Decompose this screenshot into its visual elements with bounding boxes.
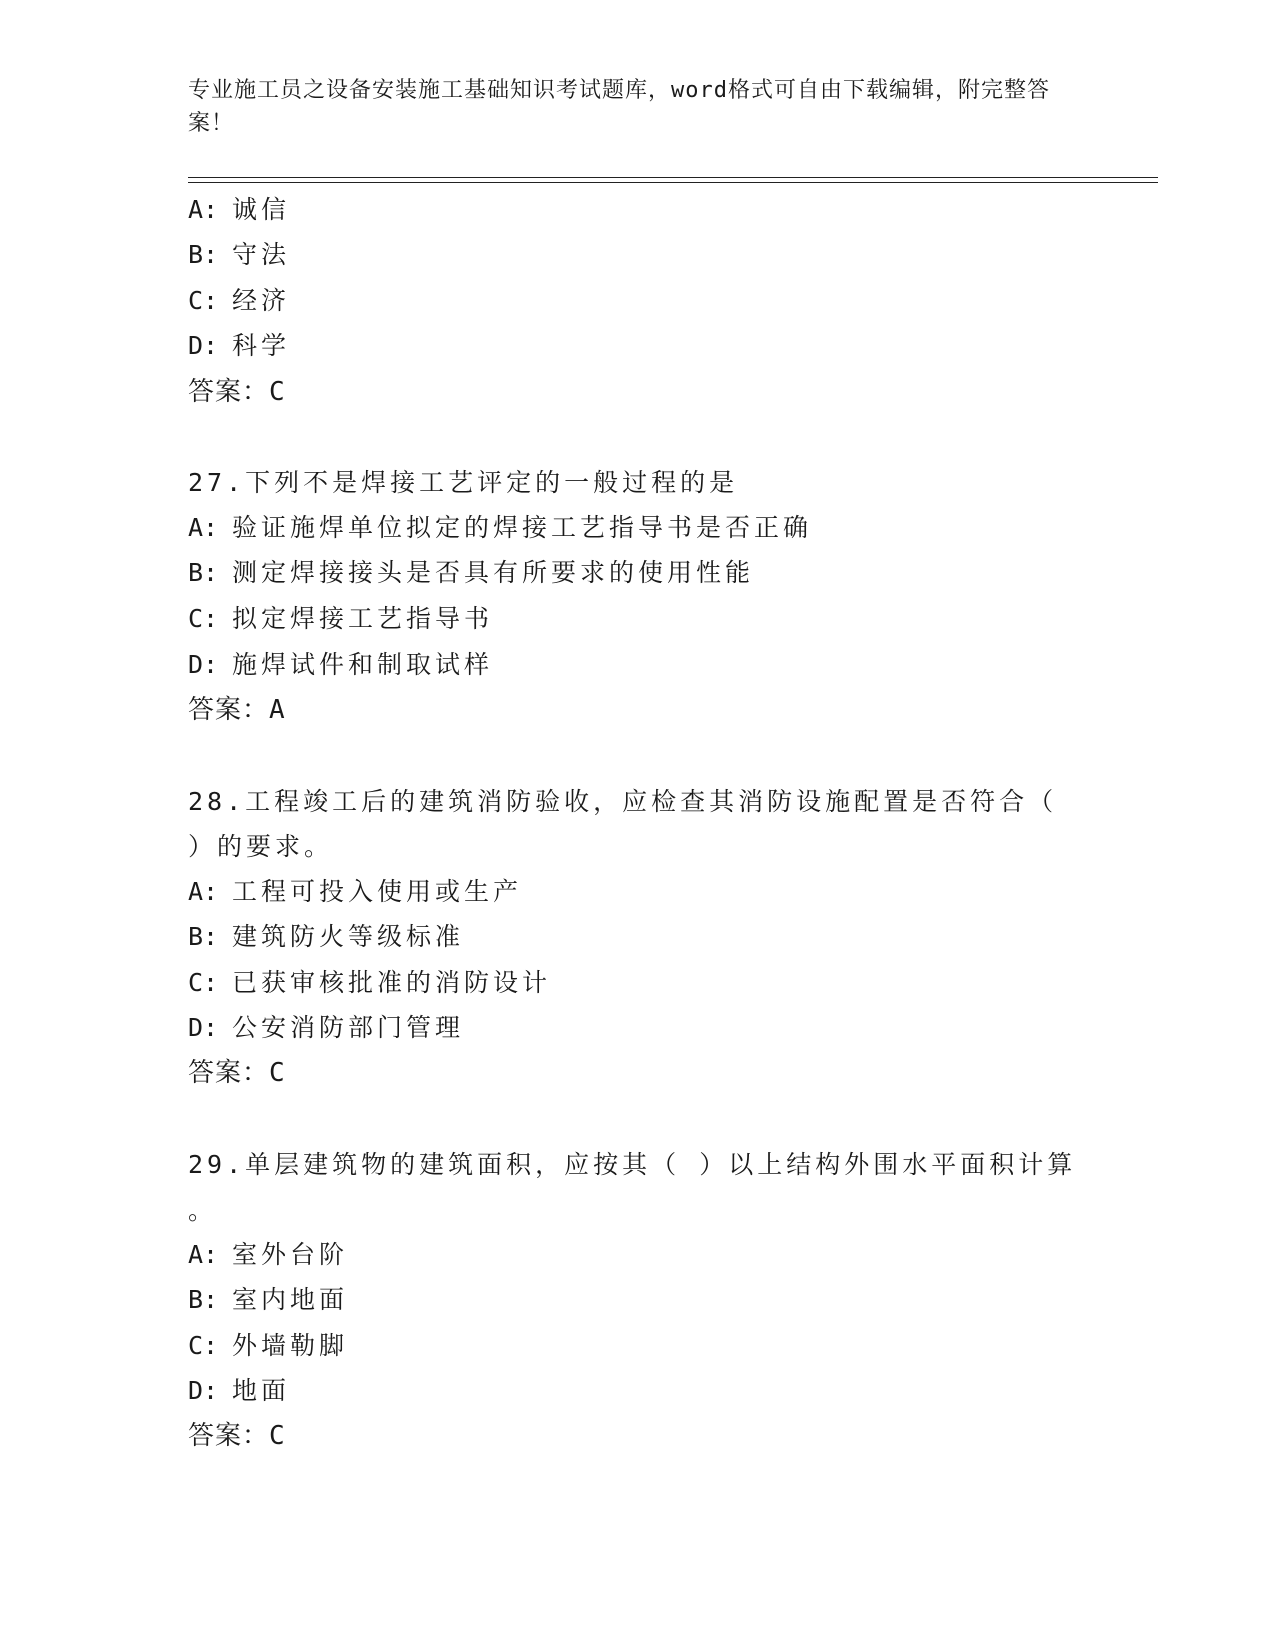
q28-option-d xyxy=(188,1013,464,1043)
option-text: 公安消防部门管理 xyxy=(232,1013,465,1042)
q29-question-line2: 。 xyxy=(188,1196,218,1225)
option-label: A: xyxy=(188,877,219,906)
option-label: D: xyxy=(188,1013,219,1042)
q28-question-line1: 28.工程竣工后的建筑消防验收，应检查其消防设施配置是否符合（ xyxy=(188,787,1058,816)
header-divider-top xyxy=(188,177,1158,178)
option-text: 已获审核批准的消防设计 xyxy=(232,968,552,997)
option-label: B: xyxy=(188,240,219,269)
option-text: 施焊试件和制取试样 xyxy=(232,650,494,679)
q27-option-d xyxy=(188,650,493,680)
option-text: 科学 xyxy=(232,331,291,360)
q29-option-b xyxy=(188,1285,348,1315)
q29-answer: 答案：C xyxy=(188,1421,286,1451)
option-label: D: xyxy=(188,331,219,360)
header-divider-bottom xyxy=(188,182,1158,183)
q29-option-a xyxy=(188,1240,348,1270)
option-text: 诚信 xyxy=(232,195,291,224)
option-label: C: xyxy=(188,1331,219,1360)
option-label: A: xyxy=(188,195,219,224)
option-text: 经济 xyxy=(232,286,291,315)
q26-option-d xyxy=(188,331,290,361)
option-label: C: xyxy=(188,604,219,633)
option-text: 室内地面 xyxy=(232,1285,349,1314)
option-label: D: xyxy=(188,1376,219,1405)
document-header: 专业施工员之设备安装施工基础知识考试题库，word格式可自由下载编辑，附完整答案！ xyxy=(188,78,1050,136)
option-label: B: xyxy=(188,1285,219,1314)
q27-option-c xyxy=(188,604,493,634)
option-text: 拟定焊接工艺指导书 xyxy=(232,604,494,633)
option-text: 建筑防火等级标准 xyxy=(232,922,465,951)
q27-option-b xyxy=(188,558,754,588)
q28-option-b xyxy=(188,922,464,952)
option-label: C: xyxy=(188,968,219,997)
q26-answer: 答案：C xyxy=(188,377,286,407)
option-label: A: xyxy=(188,1240,219,1269)
q28-question-line2: ）的要求。 xyxy=(188,832,334,861)
q28-option-c xyxy=(188,968,551,998)
q29-option-d xyxy=(188,1376,290,1406)
option-text: 守法 xyxy=(232,240,291,269)
option-text: 验证施焊单位拟定的焊接工艺指导书是否正确 xyxy=(232,513,813,542)
option-label: B: xyxy=(188,558,219,587)
q29-question-line1: 29.单层建筑物的建筑面积，应按其（ ）以上结构外围水平面积计算 xyxy=(188,1150,1077,1179)
option-text: 外墙勒脚 xyxy=(232,1331,349,1360)
option-text: 工程可投入使用或生产 xyxy=(232,877,523,906)
option-label: D: xyxy=(188,650,219,679)
q27-answer: 答案：A xyxy=(188,695,286,725)
q27-option-a xyxy=(188,513,812,543)
option-text: 地面 xyxy=(232,1376,291,1405)
q26-option-b xyxy=(188,240,290,270)
option-text: 测定焊接接头是否具有所要求的使用性能 xyxy=(232,558,755,587)
option-label: A: xyxy=(188,513,219,542)
option-label: C: xyxy=(188,286,219,315)
q27-question: 27.下列不是焊接工艺评定的一般过程的是 xyxy=(188,468,739,497)
q26-option-a xyxy=(188,195,290,225)
q26-option-c xyxy=(188,286,290,316)
q28-option-a xyxy=(188,877,522,907)
option-label: B: xyxy=(188,922,219,951)
option-text: 室外台阶 xyxy=(232,1240,349,1269)
q29-option-c xyxy=(188,1331,348,1361)
q28-answer: 答案：C xyxy=(188,1058,286,1088)
